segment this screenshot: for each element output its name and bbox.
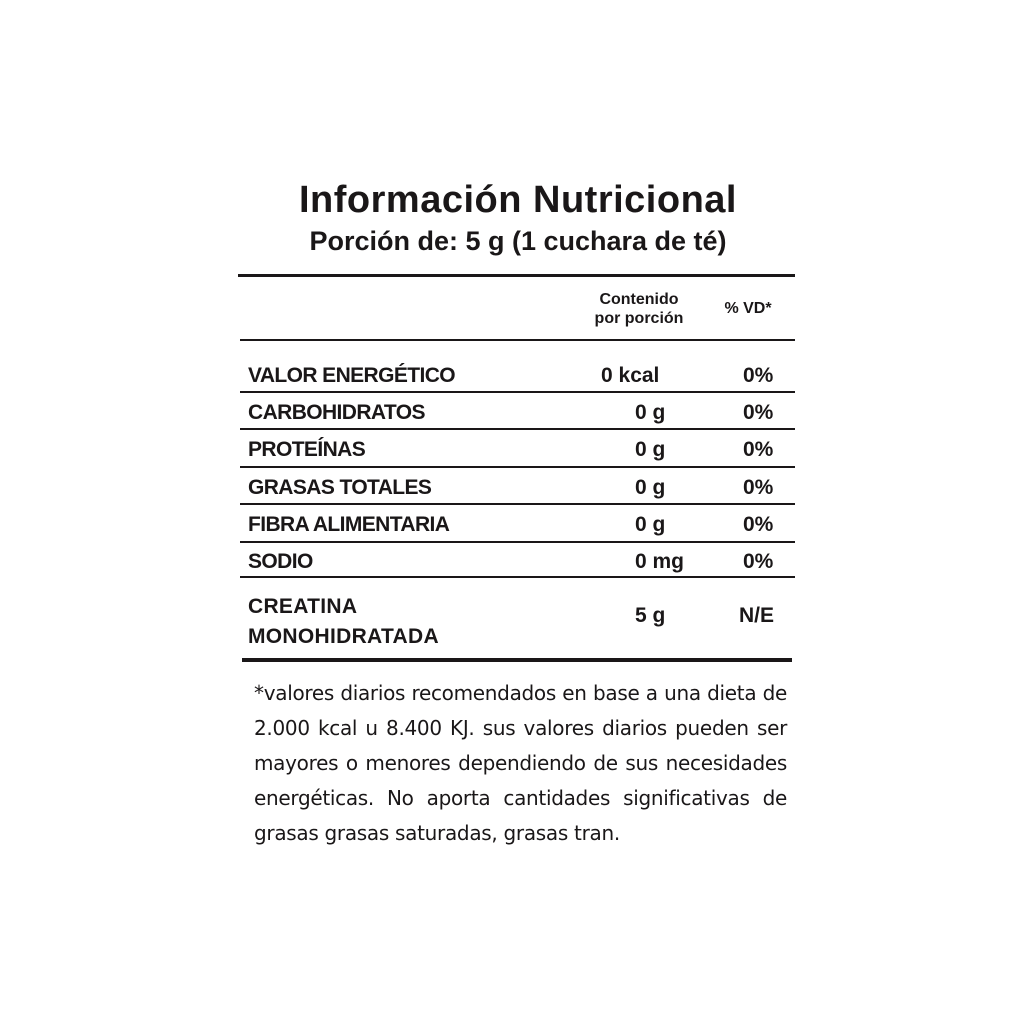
footnote: *valores diarios recomendados en base a una dieta de 2.000 kcal u 8.400 KJ. sus valores diarios pueden ser mayores o menores dependiendo de sus necesidades energéticas. No aporta cantidades significativas de grasas grasas saturadas, grasas tran.: [254, 681, 787, 845]
table-row: [240, 355, 795, 391]
row-vd: 0%: [743, 476, 774, 499]
header-divider: [240, 339, 795, 341]
row-amount: 0 kcal: [601, 364, 660, 387]
serving-size: Porción de: 5 g (1 cuchara de té): [309, 226, 727, 256]
creatina-label-line1: CREATINA: [248, 595, 358, 618]
creatina-label: [248, 592, 439, 652]
row-divider: [240, 576, 795, 578]
creatina-vd: N/E: [739, 604, 775, 627]
row-amount: 0 g: [635, 401, 666, 424]
column-header-content: [578, 290, 700, 328]
table-row: [240, 541, 795, 577]
row-label: SODIO: [248, 550, 313, 573]
row-amount: 0 g: [635, 513, 666, 536]
creatina-amount: 5 g: [635, 604, 666, 627]
row-amount: 0 g: [635, 476, 666, 499]
row-vd: 0%: [743, 513, 774, 536]
bottom-divider: [242, 658, 792, 662]
row-label: CARBOHIDRATOS: [248, 401, 425, 424]
creatina-label-line2: MONOHIDRATADA: [248, 625, 439, 648]
column-header-content-line2: por porción: [594, 310, 684, 327]
table-row: [240, 467, 795, 503]
row-vd: 0%: [743, 401, 774, 424]
table-row: [240, 504, 795, 540]
row-vd: 0%: [743, 438, 774, 461]
row-vd: 0%: [743, 550, 774, 573]
row-label: VALOR ENERGÉTICO: [248, 364, 456, 387]
table-row: [240, 429, 795, 465]
row-label: FIBRA ALIMENTARIA: [248, 513, 450, 536]
nutrition-title: Información Nutricional: [299, 179, 737, 221]
row-amount: 0 g: [635, 438, 666, 461]
row-label: GRASAS TOTALES: [248, 476, 432, 499]
column-header-vd: % VD*: [724, 300, 772, 317]
top-divider: [238, 274, 795, 277]
column-header-content-line1: Contenido: [599, 291, 679, 308]
row-vd: 0%: [743, 364, 774, 387]
table-row: [240, 392, 795, 428]
row-amount: 0 mg: [635, 550, 685, 573]
row-label: PROTEÍNAS: [248, 438, 366, 461]
